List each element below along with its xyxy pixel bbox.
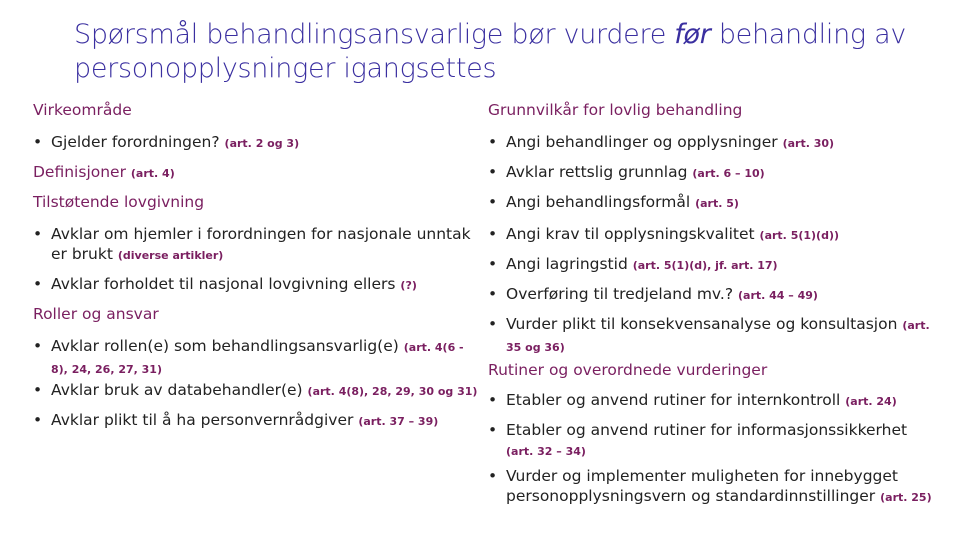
bullet-text: Gjelder forordningen? — [51, 133, 220, 151]
article-ref: (art. 5) — [695, 197, 739, 210]
bullet-databehandler — [33, 380, 481, 402]
article-ref: (art. 32 – 34) — [506, 445, 586, 458]
bullet-innebygget-personvern — [488, 466, 938, 508]
bullet-text: Avklar rollen(e) som behandlingsansvarlig(e) — [51, 337, 399, 355]
article-ref: (?) — [400, 279, 417, 292]
heading-roller: Roller og ansvar — [33, 305, 159, 323]
bullet-text: Etabler og anvend rutiner for internkontroll — [506, 391, 841, 409]
bullet-text: Angi krav til opplysningskvalitet — [506, 225, 755, 243]
title-emphasis: før — [674, 19, 711, 50]
bullet-konsekvensanalyse — [488, 314, 938, 358]
heading-text: Definisjoner — [33, 163, 126, 181]
article-ref: (art. 4(8), 28, 29, 30 og 31) — [307, 385, 478, 398]
article-ref: (art. 44 – 49) — [738, 289, 818, 302]
article-ref: (diverse artikler) — [117, 249, 224, 262]
heading-rutiner: Rutiner og overordnede vurderinger — [488, 361, 768, 379]
bullet-text: Angi behandlinger og opplysninger — [506, 133, 778, 151]
title-part1: Spørsmål behandlingsansvarlige bør vurdere — [74, 19, 675, 50]
bullet-personvernradgiver — [33, 410, 481, 432]
article-ref: (art. 35 og 36) — [506, 319, 930, 354]
heading-grunnvilkar: Grunnvilkår for lovlig behandling — [488, 101, 743, 119]
bullet-forholdet — [33, 274, 473, 296]
bullet-hjemler — [33, 224, 473, 266]
bullet-text: Vurder plikt til konsekvensanalyse og konsultasjon — [506, 315, 898, 333]
bullet-behandlingsformal — [488, 192, 938, 214]
bullet-text: Avklar rettslig grunnlag — [506, 163, 688, 181]
bullet-text: Avklar plikt til å ha personvernrådgiver — [51, 411, 354, 429]
bullet-rollen — [33, 336, 473, 380]
bullet-lagringstid — [488, 254, 938, 276]
article-ref: (art. 30) — [782, 137, 835, 150]
article-ref: (art. 2 og 3) — [224, 137, 300, 150]
bullet-informasjonssikkerhet — [488, 420, 938, 462]
article-ref: (art. 5(1)(d)) — [759, 229, 840, 242]
bullet-text: Angi behandlingsformål — [506, 193, 691, 211]
bullet-text: Vurder og implementer muligheten for innebygget personopplysningsvern og standardinnstillinger — [506, 467, 898, 505]
bullet-opplysningskvalitet — [488, 224, 938, 246]
article-ref: (art. 24) — [845, 395, 897, 408]
bullet-angi-behandlinger — [488, 132, 938, 154]
article-ref: (art. 5(1)(d), jf. art. 17) — [632, 259, 778, 272]
bullet-rettslig-grunnlag — [488, 162, 938, 184]
bullet-text: Etabler og anvend rutiner for informasjonssikkerhet — [506, 421, 908, 439]
slide-title — [74, 18, 934, 86]
heading-virkeomrade: Virkeområde — [33, 101, 132, 119]
bullet-tredjeland — [488, 284, 938, 306]
bullet-text: Overføring til tredjeland mv.? — [506, 285, 734, 303]
heading-tilstotende: Tilstøtende lovgivning — [33, 193, 205, 211]
bullet-gjelder — [33, 132, 473, 154]
article-ref: (art. 6 – 10) — [692, 167, 765, 180]
bullet-text: Avklar bruk av databehandler(e) — [51, 381, 303, 399]
article-ref: (art. 37 – 39) — [358, 415, 439, 428]
article-ref: (art. 4) — [130, 167, 175, 180]
article-ref: (art. 25) — [880, 491, 932, 504]
bullet-text: Angi lagringstid — [506, 255, 628, 273]
heading-definisjoner — [33, 162, 175, 184]
article-ref: (art. 4(6 - 8), 24, 26, 27, 31) — [51, 341, 464, 376]
bullet-internkontroll — [488, 390, 938, 412]
bullet-text: Avklar forholdet til nasjonal lovgivning ellers — [51, 275, 396, 293]
bullet-text: Avklar om hjemler i forordningen for nasjonale unntak er brukt — [51, 225, 471, 263]
title-part2: behandling av personopplysninger igangsettes — [74, 19, 906, 84]
